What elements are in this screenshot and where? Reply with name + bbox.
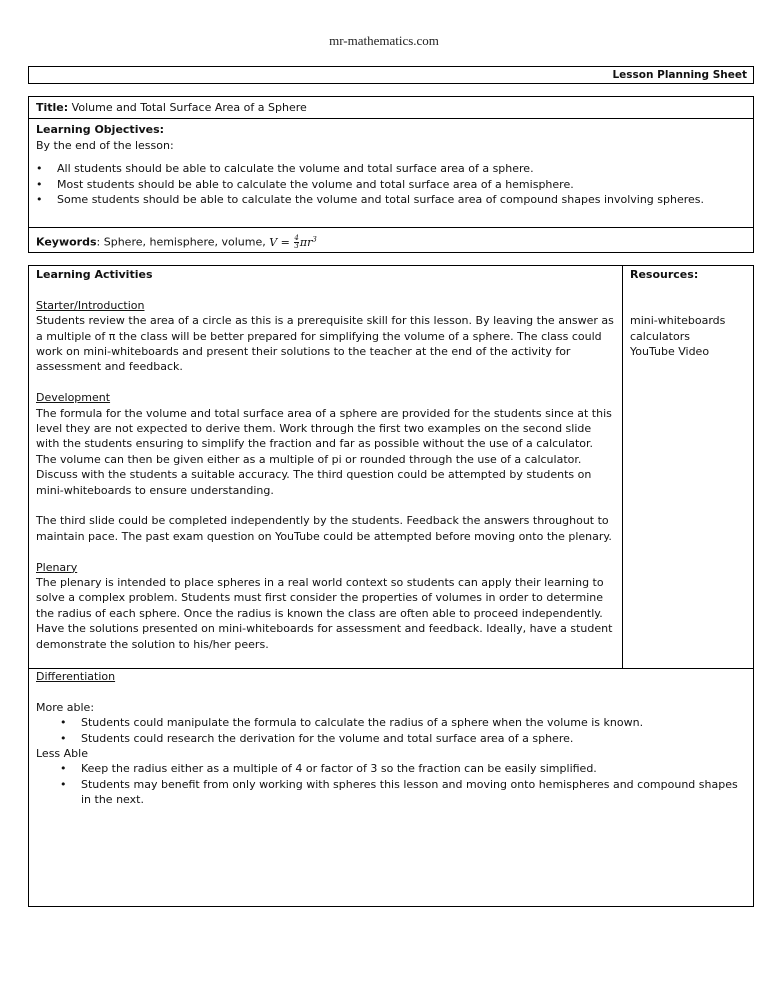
differentiation-section [29,669,753,808]
site-header: mr-mathematics.com [329,33,439,48]
less-able-list [36,761,746,807]
plenary-heading: Plenary [36,560,78,574]
objectives-intro: By the end of the lesson: [36,138,174,152]
more-able-item: • Students could manipulate the formula to calculate the radius of a sphere when the volume is known. [36,715,746,730]
learning-activities-column [29,266,623,668]
differentiation-heading: Differentiation [36,670,116,683]
volume-formula [269,236,317,249]
more-able-list [36,715,746,746]
starter-text: Students review the area of a circle as this is a prerequisite skill for this lesson. By leaving the answer as a multiple of π the class will be better prepared for simplifying the volume of a sphere. The class could work on mini-whiteboards and present their solutions to the teacher at the end of the activity for assessment and feedback. [36,314,614,374]
development-text-1: The formula for the volume and total surface area of a sphere are provided for the students since at this level they are not expected to derive them. Work through the first two examples on the second slide with the students ensuring to simplify the fraction and far as possible without the use of a calculator. The volume can then be given either as a multiple of pi or rounded through the use of a calculator. Discuss with the students a suitable accuracy. The third question could be attempted by students on mini-whiteboards to ensure understanding. [36,406,612,497]
less-able-label: Less Able [36,747,88,761]
keywords-row [29,228,753,252]
fraction-numerator: 4 [294,234,299,243]
formula-lhs: V = [269,235,294,249]
resource-item: calculators [630,329,690,343]
lesson-info-box [28,96,754,253]
objectives-label: Learning Objectives: [36,123,165,136]
starter-heading: Starter/Introduction [36,298,145,312]
title-text: Volume and Total Surface Area of a Sphere [68,101,307,114]
resources-label: Resources: [630,268,699,281]
resource-item: YouTube Video [630,345,710,358]
keywords-text: : Sphere, hemisphere, volume, [96,235,270,249]
objectives-list [36,161,746,208]
activities-section [29,266,753,669]
resource-item: mini-whiteboards [630,314,726,328]
development-text-2: The third slide could be completed independently by the students. Feedback the answers throughout to maintain pace. The past exam question on YouTube could be attempted before moving onto the plenary. [36,514,612,543]
title-row [29,97,753,119]
planning-sheet-label: Lesson Planning Sheet [612,69,747,81]
formula-fraction [294,235,298,250]
fraction-denominator: 3 [294,242,299,251]
resources-column [624,266,753,668]
objectives-row [29,119,753,228]
title-label: Title: [36,101,69,114]
formula-exponent: 3 [312,235,317,243]
plenary-text: The plenary is intended to place spheres in a real world context so students can apply their learning to solve a complex problem. Students must first consider the properties of volumes in order to determine the radius of each sphere. Once the radius is known the class are often able to proceed independently. Have the solutions presented on mini-whiteboards for assessment and feedback. Ideally, have a student demonstrate the solution to his/her peers. [36,576,613,651]
activities-label: Learning Activities [36,268,153,281]
objective-item: • Some students should be able to calculate the volume and total surface area of compound shapes involving spheres. [36,192,746,208]
keywords-label: Keywords [36,235,97,249]
objective-item: • All students should be able to calculate the volume and total surface area of a sphere. [36,161,746,177]
development-heading: Development [36,391,111,405]
objective-item: • Most students should be able to calculate the volume and total surface area of a hemisphere. [36,177,746,193]
planning-sheet-banner [28,66,754,84]
more-able-item: • Students could research the derivation for the volume and total surface area of a sphere. [36,731,746,746]
more-able-label: More able: [36,700,95,714]
formula-rhs: πr [299,235,313,249]
less-able-item: • Students may benefit from only working with spheres this lesson and moving onto hemispheres and compound shapes in the next. [36,777,746,808]
less-able-item: • Keep the radius either as a multiple of 4 or factor of 3 so the fraction can be easily simplified. [36,761,746,776]
activities-box [28,265,754,907]
